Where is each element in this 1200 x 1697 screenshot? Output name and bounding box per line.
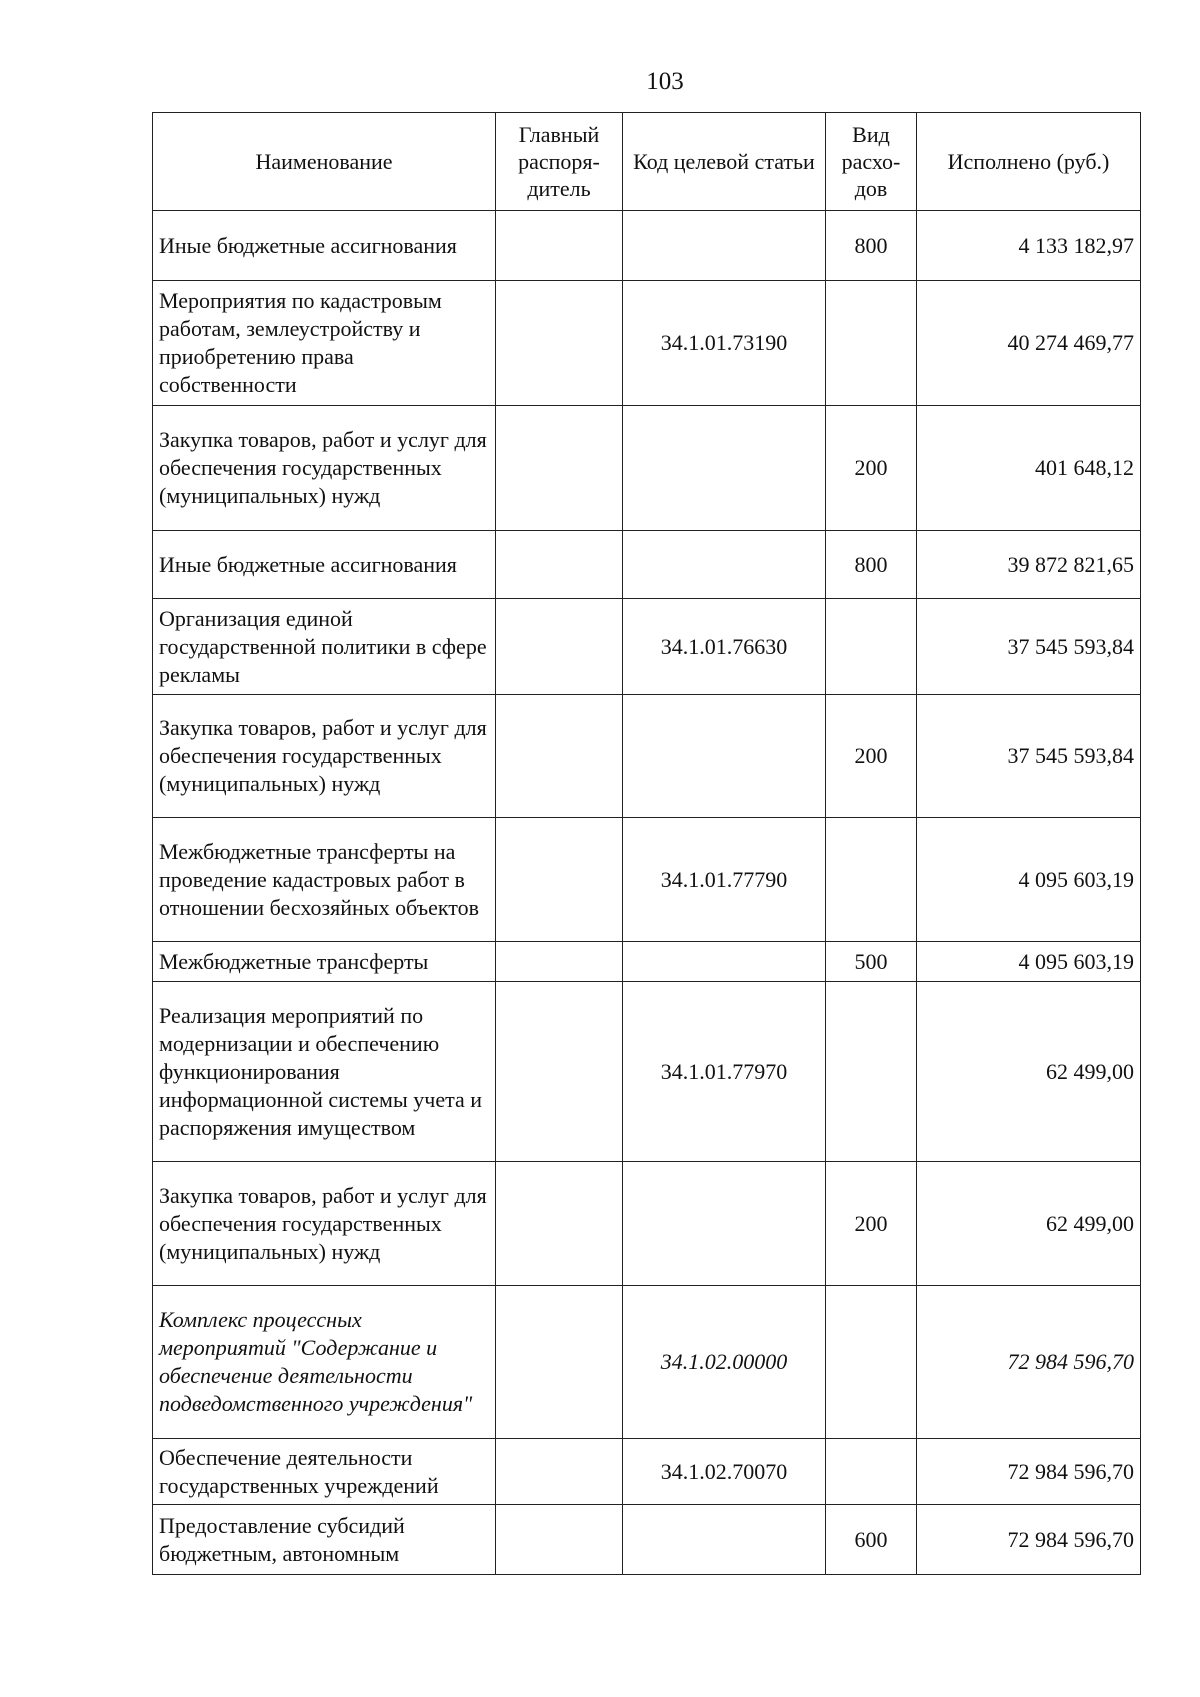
row-name: Закупка товаров, работ и услуг для обеспечения государственных (муниципальных) нужд bbox=[153, 406, 496, 531]
row-amount: 40 274 469,77 bbox=[917, 281, 1141, 406]
row-type bbox=[826, 599, 917, 695]
row-chief bbox=[496, 695, 623, 818]
row-code: 34.1.01.77790 bbox=[623, 818, 826, 942]
row-amount: 4 095 603,19 bbox=[917, 942, 1141, 982]
row-amount: 37 545 593,84 bbox=[917, 695, 1141, 818]
row-name: Предоставление субсидий бюджетным, автономным bbox=[153, 1505, 496, 1575]
row-amount: 62 499,00 bbox=[917, 982, 1141, 1162]
row-amount: 72 984 596,70 bbox=[917, 1505, 1141, 1575]
row-type: 200 bbox=[826, 695, 917, 818]
header-chief: Главный распоря- дитель bbox=[496, 113, 623, 211]
row-amount: 401 648,12 bbox=[917, 406, 1141, 531]
row-chief bbox=[496, 406, 623, 531]
row-chief bbox=[496, 818, 623, 942]
row-amount: 39 872 821,65 bbox=[917, 531, 1141, 599]
row-name: Закупка товаров, работ и услуг для обеспечения государственных (муниципальных) нужд bbox=[153, 1162, 496, 1286]
row-type bbox=[826, 818, 917, 942]
row-chief bbox=[496, 982, 623, 1162]
row-code: 34.1.02.00000 bbox=[623, 1286, 826, 1439]
row-type: 800 bbox=[826, 211, 917, 281]
table-row bbox=[153, 942, 1141, 982]
row-amount: 72 984 596,70 bbox=[917, 1286, 1141, 1439]
row-name: Межбюджетные трансферты на проведение кадастровых работ в отношении бесхозяйных объектов bbox=[153, 818, 496, 942]
row-type bbox=[826, 1286, 917, 1439]
row-amount: 4 095 603,19 bbox=[917, 818, 1141, 942]
table-row bbox=[153, 1286, 1141, 1439]
row-type: 500 bbox=[826, 942, 917, 982]
row-chief bbox=[496, 1286, 623, 1439]
table-row bbox=[153, 1162, 1141, 1286]
row-name: Межбюджетные трансферты bbox=[153, 942, 496, 982]
row-name: Реализация мероприятий по модернизации и обеспечению функционирования информационной системы учета и распоряжения имуществом bbox=[153, 982, 496, 1162]
table-row bbox=[153, 599, 1141, 695]
row-code bbox=[623, 1505, 826, 1575]
table-row bbox=[153, 281, 1141, 406]
row-code: 34.1.01.76630 bbox=[623, 599, 826, 695]
header-name: Наименование bbox=[153, 113, 496, 211]
row-type: 800 bbox=[826, 531, 917, 599]
table-row bbox=[153, 531, 1141, 599]
row-chief bbox=[496, 1439, 623, 1505]
row-name: Обеспечение деятельности государственных учреждений bbox=[153, 1439, 496, 1505]
table-row bbox=[153, 818, 1141, 942]
row-chief bbox=[496, 281, 623, 406]
table-row bbox=[153, 211, 1141, 281]
row-chief bbox=[496, 942, 623, 982]
row-code bbox=[623, 211, 826, 281]
row-type bbox=[826, 281, 917, 406]
row-chief bbox=[496, 599, 623, 695]
row-chief bbox=[496, 531, 623, 599]
row-chief bbox=[496, 1162, 623, 1286]
row-code: 34.1.02.70070 bbox=[623, 1439, 826, 1505]
row-chief bbox=[496, 1505, 623, 1575]
row-name: Мероприятия по кадастровым работам, землеустройству и приобретению права собственности bbox=[153, 281, 496, 406]
row-type bbox=[826, 1439, 917, 1505]
budget-table bbox=[152, 112, 1141, 1575]
table-row bbox=[153, 695, 1141, 818]
row-code: 34.1.01.77970 bbox=[623, 982, 826, 1162]
header-type: Вид расхо- дов bbox=[826, 113, 917, 211]
row-code bbox=[623, 406, 826, 531]
page-number: 103 bbox=[646, 68, 684, 95]
row-code: 34.1.01.73190 bbox=[623, 281, 826, 406]
row-code bbox=[623, 531, 826, 599]
row-code bbox=[623, 1162, 826, 1286]
row-type: 200 bbox=[826, 406, 917, 531]
table-row bbox=[153, 982, 1141, 1162]
row-amount: 72 984 596,70 bbox=[917, 1439, 1141, 1505]
row-name: Организация единой государственной политики в сфере рекламы bbox=[153, 599, 496, 695]
row-name: Иные бюджетные ассигнования bbox=[153, 531, 496, 599]
row-code bbox=[623, 942, 826, 982]
row-code bbox=[623, 695, 826, 818]
row-amount: 37 545 593,84 bbox=[917, 599, 1141, 695]
header-amount: Исполнено (руб.) bbox=[917, 113, 1141, 211]
row-name: Иные бюджетные ассигнования bbox=[153, 211, 496, 281]
table-row bbox=[153, 406, 1141, 531]
row-name: Комплекс процессных мероприятий "Содержание и обеспечение деятельности подведомственного учреждения" bbox=[153, 1286, 496, 1439]
header-code: Код целевой статьи bbox=[623, 113, 826, 211]
row-type bbox=[826, 982, 917, 1162]
row-name: Закупка товаров, работ и услуг для обеспечения государственных (муниципальных) нужд bbox=[153, 695, 496, 818]
row-type: 200 bbox=[826, 1162, 917, 1286]
table-header-row bbox=[153, 113, 1141, 211]
table-row bbox=[153, 1439, 1141, 1505]
row-type: 600 bbox=[826, 1505, 917, 1575]
row-chief bbox=[496, 211, 623, 281]
row-amount: 4 133 182,97 bbox=[917, 211, 1141, 281]
row-amount: 62 499,00 bbox=[917, 1162, 1141, 1286]
table-row bbox=[153, 1505, 1141, 1575]
table-body bbox=[153, 211, 1141, 1575]
